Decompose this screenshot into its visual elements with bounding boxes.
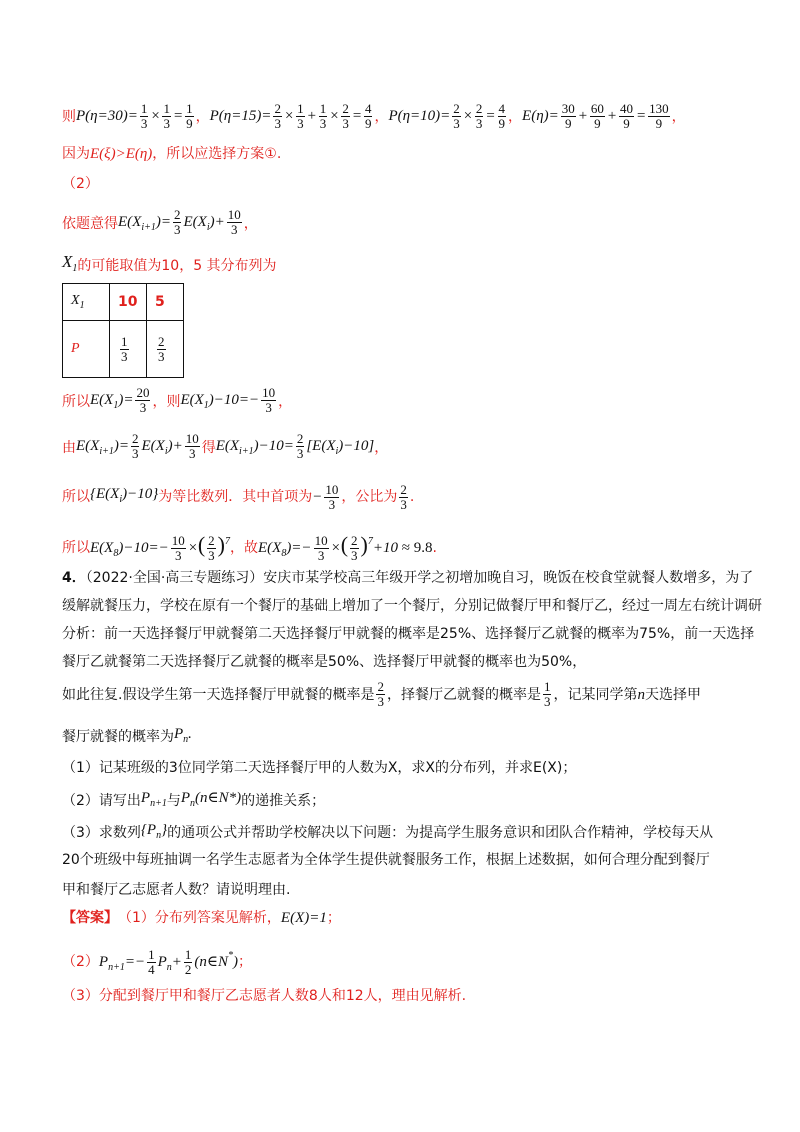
- text-restaurant-b: ，择餐厅乙就餐的概率是: [386, 686, 541, 703]
- eq-compare: E(ξ)>E(η): [90, 146, 153, 162]
- eq-ex1: $E(X_1)=$ $\frac{20}{3}$: [90, 385, 150, 415]
- problem-number: 4．: [62, 570, 86, 586]
- eq-e-eta: E(η)= $\frac{30}{9}$ + $\frac{60}{9}$ + $\frac{40}{9}$ = $\frac{130}{9}$: [522, 101, 669, 131]
- table-cell: $X_1$: [63, 284, 110, 321]
- table-cell: 10: [110, 284, 147, 321]
- frac-two-thirds: $\frac{2}{3}$: [377, 679, 384, 709]
- text-first-day: 如此往复.假设学生第一天选择餐厅甲就餐的概率是: [62, 686, 375, 703]
- table-cell: 5: [147, 284, 184, 321]
- eq-recur2: $E(X_{i+1})=$ $\frac{2}{3}$ $E(X_i)+$ $\frac{10}{3}$: [76, 431, 199, 461]
- problem-source: （2022·全国·高三专题练习）: [85, 570, 264, 586]
- problem-4-text: [62, 564, 762, 676]
- var-pn-seq: $\{P_n\}$: [140, 822, 168, 841]
- question-2-text-a: （2）请写出: [62, 793, 141, 809]
- answer-2-label: （2）: [62, 954, 99, 970]
- answer-1-math: E(X)=1: [280, 910, 327, 926]
- answer-2-math: $P_{n+1}=-$ $\frac{1}{4}$ $P_n+$ $\frac{1}{2}$ (n∈N*): [98, 947, 238, 978]
- text-suoyi: 所以: [62, 393, 90, 410]
- expectation-line: 所以 $E(X_1)=$ $\frac{20}{3}$ ，则 $E(X_1)-10=-$ $\frac{10}{3}$ ，: [62, 386, 760, 418]
- var-pn-domain: $P_n(n\in N*)$: [180, 790, 242, 809]
- question-1-text: （1）记某班级的3位同学第二天选择餐厅甲的人数为X，求X的分布列，并求E(X)；: [62, 760, 577, 776]
- table-row: [63, 284, 184, 321]
- var-pn: $P_n$.: [174, 726, 192, 745]
- text-possible-values: 的可能取值为10，5 其分布列为: [77, 257, 277, 274]
- text-de: 得: [201, 439, 216, 456]
- question-3-text-c: 20个班级中每班抽调一名学生志愿者为全体学生提供就餐服务工作，根据上述数据，如何合理分配到餐厅: [62, 852, 710, 868]
- question-3-cont: [62, 848, 760, 872]
- table-cell: $\frac{2}{3}$: [147, 321, 184, 378]
- ex8-line: 所以 $E(X_8)-10=-$ $\frac{10}{3}$ ×( $\frac{2}{3}$ )$^7$ ，故 $E(X_8)=-$ $\frac{10}{3}$ ×( $\frac{2}{3}$ )$^7$+10 ≈ 9.8 .: [62, 530, 760, 566]
- eq-first-term: − $\frac{10}{3}$: [312, 481, 339, 512]
- text-choose-plan: ，所以应选择方案①.: [152, 146, 282, 162]
- question-3: [62, 818, 760, 848]
- answer-2: [62, 944, 760, 980]
- text-ze2: ，则: [152, 393, 181, 410]
- text-choose-a: 天选择甲: [644, 686, 701, 703]
- values-line: [62, 250, 760, 281]
- part2-label: [62, 172, 760, 196]
- text-ze: 则: [62, 108, 76, 125]
- probability-statement: [62, 680, 760, 709]
- text-geometric: 为等比数列．其中首项为: [158, 489, 313, 505]
- eq-p-eta-30: P(η=30)= $\frac{1}{3}$ × $\frac{1}{3}$ = $\frac{1}{9}$: [76, 101, 193, 131]
- table-row: [63, 321, 184, 378]
- text-yitiyi: 依题意得: [62, 215, 118, 232]
- frac-one-third: $\frac{1}{3}$: [543, 679, 551, 709]
- question-2: [62, 786, 760, 816]
- text-nth-day: ，记某同学第: [553, 686, 638, 703]
- text-suoyi2: 所以: [62, 489, 90, 505]
- eq-ex8: $E(X_8)=-$ $\frac{10}{3}$ ×( $\frac{2}{3}$ )$^7$+10 ≈ 9.8: [257, 532, 433, 564]
- problem-paragraph: 安庆市某学校高三年级开学之初增加晚自习，晚饭在校食堂就餐人数增多，为了缓解就餐压力，学校在原有一个餐厅的基础上增加了一个餐厅，分别记做餐厅甲和餐厅乙，经过一周左右统计调研分析：前一天选择餐厅甲就餐第二天选择餐厅甲就餐的概率是25%、选择餐厅乙就餐的概率为75%，前一天选择餐厅乙就餐第二天选择餐厅乙就餐的概率是50%、选择餐厅甲就餐的概率也为50%，: [62, 570, 762, 670]
- eq-ex8-minus: $E(X_8)-10=-$ $\frac{10}{3}$ ×( $\frac{2}{3}$ )$^7$: [90, 532, 230, 564]
- text-ratio: ，公比为: [341, 489, 398, 505]
- derivation-line: 由 $E(X_{i+1})=$ $\frac{2}{3}$ $E(X_i)+$ $\frac{10}{3}$ 得 $E(X_{i+1})-10=$ $\frac{2}{3}$ $[E(X_i)-10]$ ，: [62, 432, 760, 464]
- var-n: n: [637, 686, 645, 703]
- text-suoyi3: 所以: [62, 540, 90, 556]
- answer-3: [62, 984, 760, 1008]
- probability-line: 则 P(η=30)= $\frac{1}{3}$ × $\frac{1}{3}$ = $\frac{1}{9}$ ， P(η=15)= $\frac{2}{3}$ × $\frac{1}{3}$ + $\frac{1}{3}$ × $\frac{2}{3}$ = $\frac{4}{9}$ ， P(η=10)= $\frac{2}{3}$ × $\frac{2}{3}$ = $\frac{4}{9}$ ， E(η)= $\frac{30}{9}$ + $\frac{60}{9}$ + $\frac{40}{9}$ = $\frac{130}{9}$ ，: [62, 101, 686, 131]
- pn-definition: [62, 722, 760, 752]
- text-pn-def: 餐厅就餐的概率为: [62, 729, 174, 745]
- question-3-text-a: （3）求数列: [62, 825, 141, 841]
- geometric-line: 所以 $\{E(X_i)-10\}$ 为等比数列．其中首项为 − $\frac{10}{3}$ ，公比为 $\frac{2}{3}$ .: [62, 481, 415, 512]
- table-cell: $\frac{1}{3}$: [110, 321, 147, 378]
- answer-1-text: （1）分布列答案见解析，: [118, 910, 281, 926]
- var-pn1: $P_{n+1}$: [140, 790, 167, 809]
- distribution-table: [62, 283, 184, 378]
- recurrence-line: 依题意得 $E(X_{i+1})=$ $\frac{2}{3}$ $E(X_i)+$ $\frac{10}{3}$ ，: [62, 208, 760, 240]
- var-x1: $X_1$: [62, 252, 78, 274]
- label-2: （2）: [62, 176, 99, 192]
- eq-p-eta-10: P(η=10)= $\frac{2}{3}$ × $\frac{2}{3}$ = $\frac{4}{9}$: [388, 101, 506, 131]
- eq-ex1-minus: $E(X_1)-10=-$ $\frac{10}{3}$: [180, 385, 276, 415]
- question-3-end: [62, 878, 760, 902]
- eq-sequence: $\{E(X_i)-10\}$: [90, 486, 159, 505]
- answer-tag: 【答案】: [62, 910, 118, 926]
- eq-ratio: $\frac{2}{3}$: [400, 481, 407, 512]
- answer-2-end: ；: [238, 954, 252, 970]
- eq-p-eta-15: P(η=15)= $\frac{2}{3}$ × $\frac{1}{3}$ + $\frac{1}{3}$ × $\frac{2}{3}$ = $\frac{4}{9}$: [209, 101, 372, 131]
- eq-recur3: $E(X_{i+1})-10=$ $\frac{2}{3}$ $[E(X_i)-10]$: [215, 431, 375, 461]
- question-3-text-b: 的通项公式并帮助学校解决以下问题：为提高学生服务意识和团队合作精神，学校每天从: [167, 825, 714, 841]
- question-2-text-c: 的递推关系；: [241, 793, 326, 809]
- table-cell: P: [63, 321, 110, 378]
- eq-recurrence: $E(X_{i+1})=$ $\frac{2}{3}$ $E(X_i)+$ $\frac{10}{3}$: [118, 207, 241, 237]
- text-you: 由: [62, 439, 76, 456]
- question-3-text-d: 甲和餐厅乙志愿者人数？请说明理由.: [62, 882, 291, 898]
- conclusion-line: [62, 142, 760, 166]
- approx-value: ≈ 9.8: [401, 540, 433, 556]
- answer-1-end: ；: [326, 910, 341, 926]
- question-2-text-b: 与: [166, 793, 181, 809]
- question-1: [62, 756, 760, 780]
- text-gu: ，故: [229, 540, 258, 556]
- text-yinwei: 因为: [62, 146, 90, 162]
- answer-3-text: （3）分配到餐厅甲和餐厅乙志愿者人数8人和12人，理由见解析.: [62, 988, 467, 1004]
- answer-1: [62, 906, 760, 930]
